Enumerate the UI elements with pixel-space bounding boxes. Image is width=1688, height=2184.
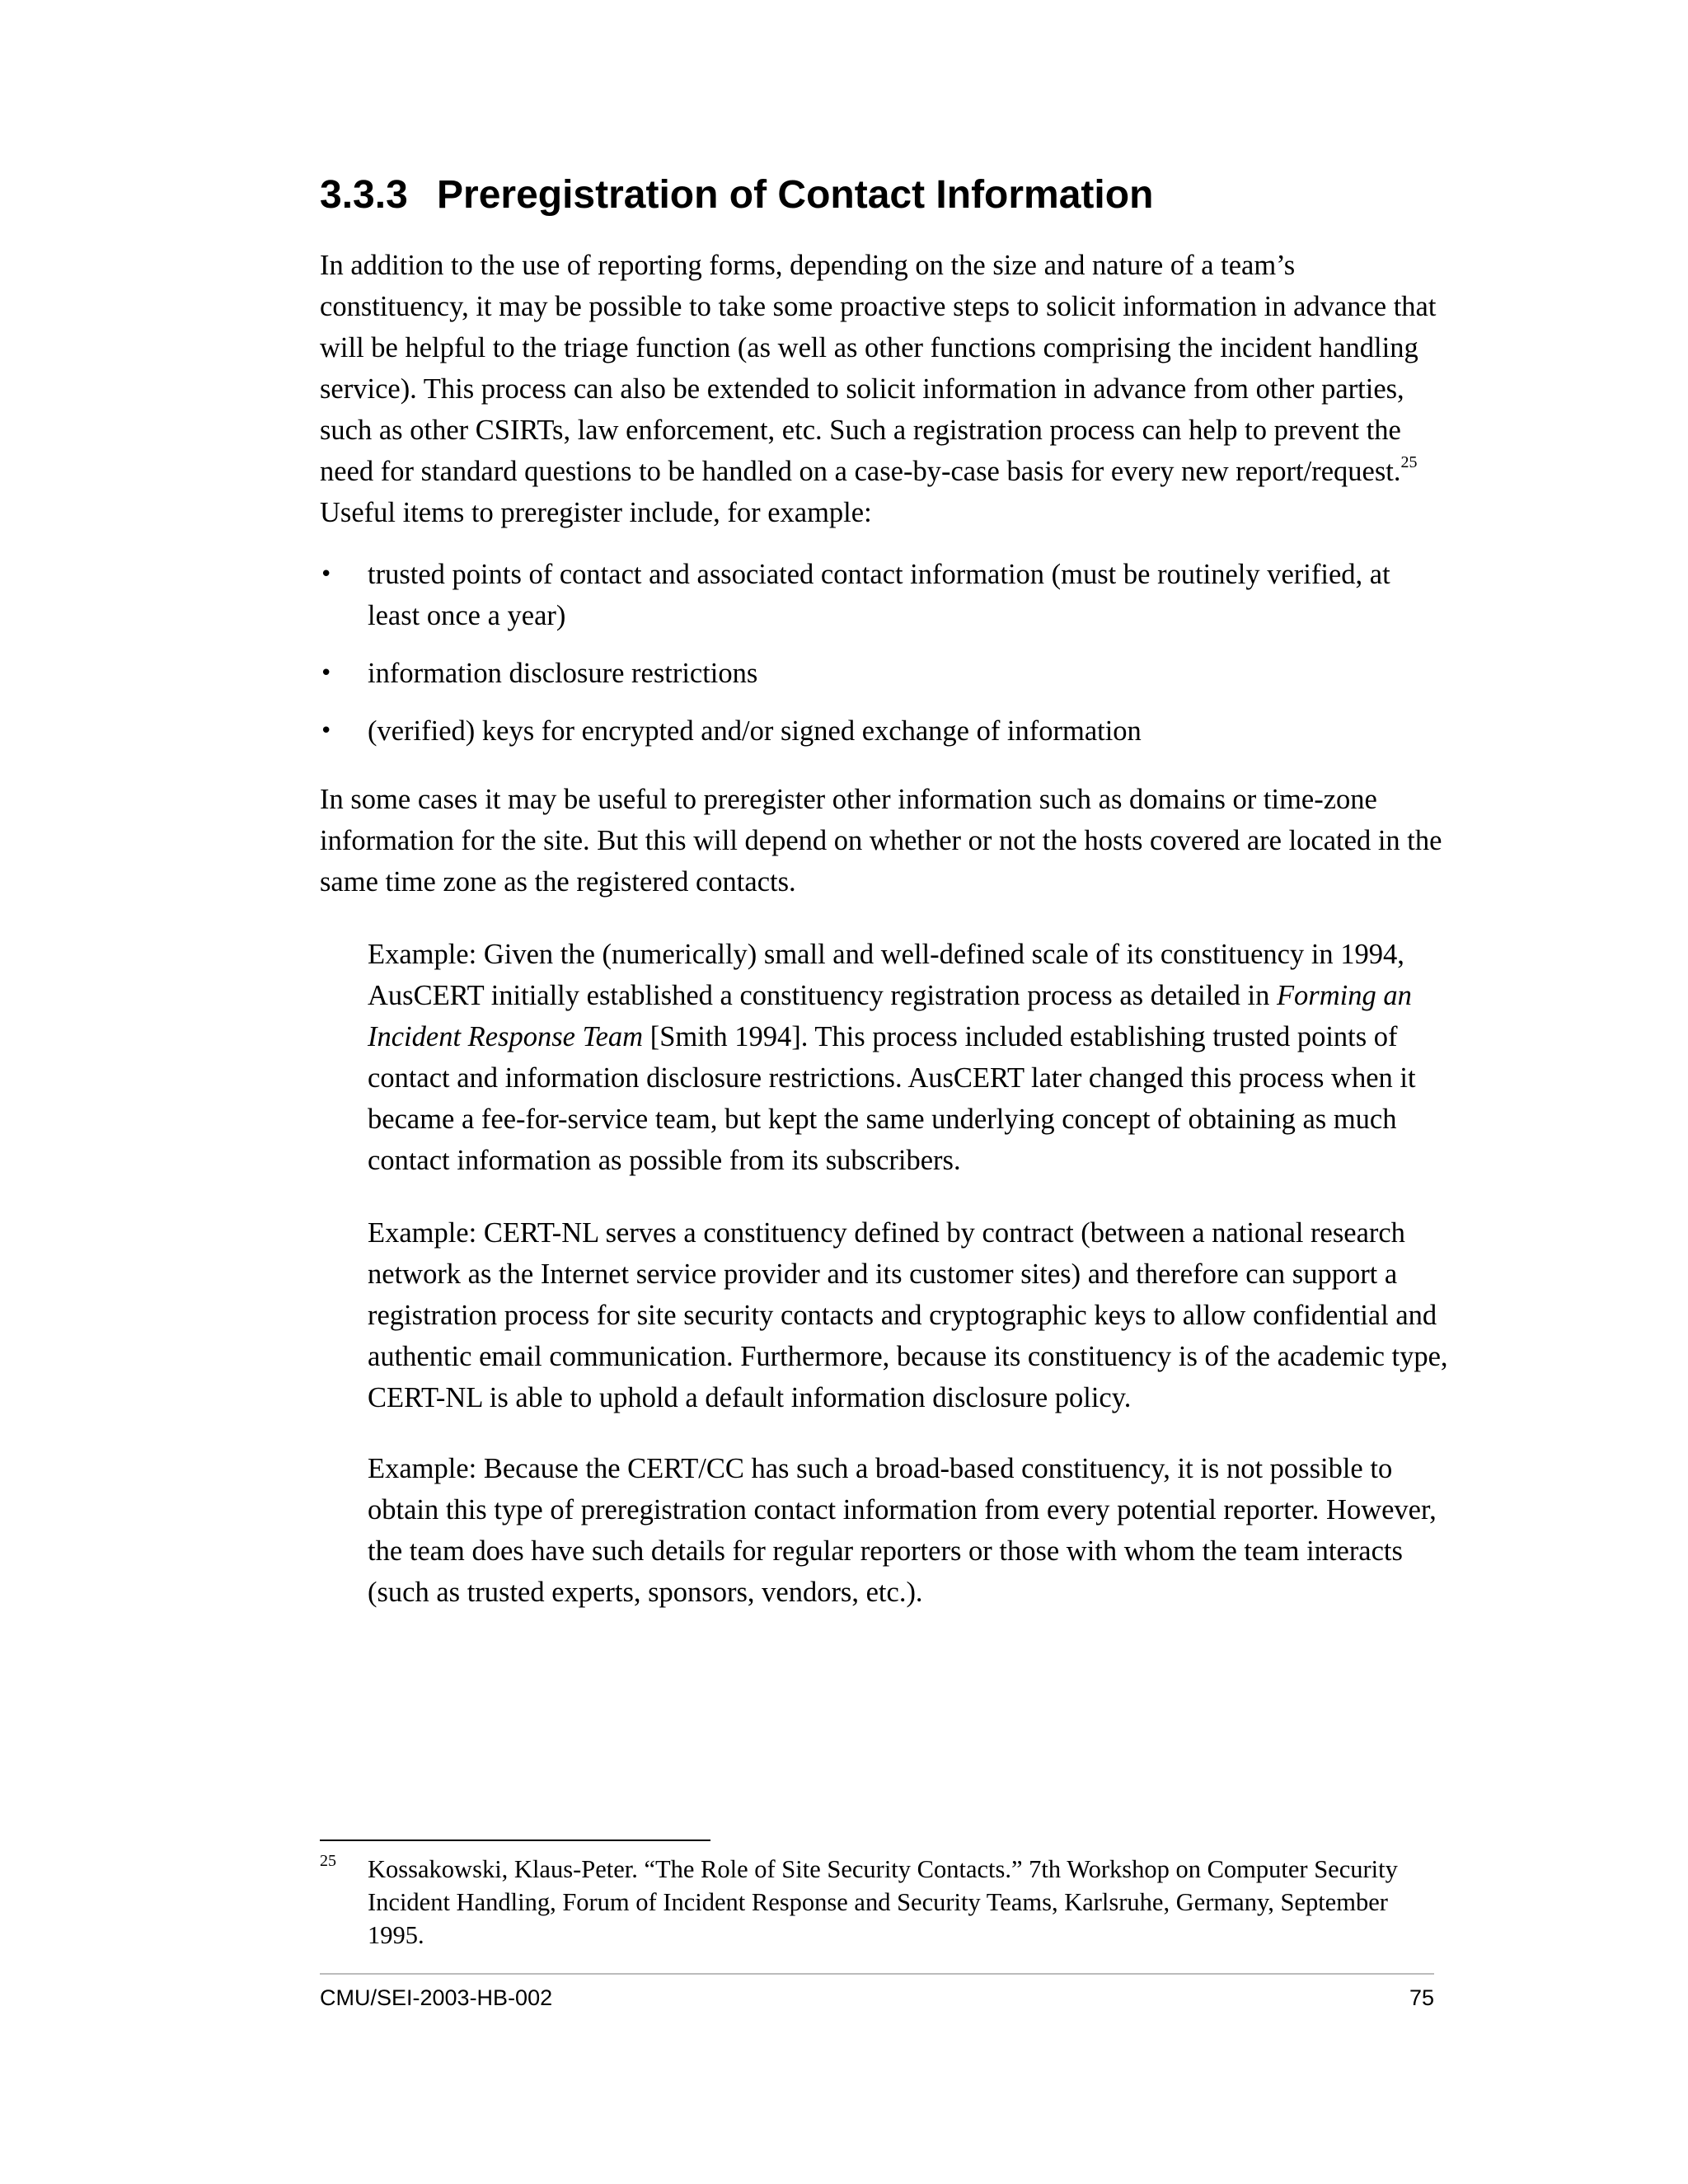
example-text: Example: Given the (numerically) small and well-defined scale of its constituency in 1994, AusCERT initially established a constituency registration process as detailed in <box>368 939 1404 1011</box>
footnote <box>320 1853 1449 1952</box>
paragraph-timezone <box>320 779 1449 902</box>
bullet-icon: • <box>320 719 333 743</box>
bullet-icon: • <box>320 562 333 587</box>
list-item-text: trusted points of contact and associated contact information (must be routinely verified, at least once a year) <box>368 559 1390 631</box>
footer-doc-id: CMU/SEI-2003-HB-002 <box>320 1985 553 2010</box>
example-cert-cc: Example: Because the CERT/CC has such a broad-based constituency, it is not possible to obtain this type of preregistration contact information from every potential reporter. However, the team does have such details for regular reporters or those with whom the team interacts (such as trusted experts, sponsors, vendors, etc.). <box>368 1453 1437 1608</box>
book-title: Forming an Incident Response Team <box>368 980 1412 1052</box>
section-title: Preregistration of Contact Information <box>437 173 1154 217</box>
paragraph-text: In some cases it may be useful to preregister other information such as domains or time-zone information for the site. But this will depend on whether or not the hosts covered are located in the same time zone as the registered contacts. <box>320 784 1442 898</box>
list-item-text: information disclosure restrictions <box>368 658 758 689</box>
intro-text: In addition to the use of reporting forms, depending on the size and nature of a team’s constituency, it may be possible to take some proactive steps to solicit information in advance that will be helpful to the triage function (as well as other functions comprising the incident handling service). This process can also be extended to solicit information in advance from other parties, such as other CSIRTs, law enforcement, etc. Such a registration process can help to prevent the need for standard questions to be handled on a case-by-case basis for every new report/request. <box>320 250 1437 487</box>
preregister-items-list <box>320 554 1449 768</box>
list-item-text: (verified) keys for encrypted and/or signed exchange of information <box>368 715 1142 747</box>
list-item <box>320 653 1449 694</box>
footnote-separator <box>320 1840 710 1841</box>
list-item <box>320 710 1449 752</box>
footnote-reference: 25 <box>1400 453 1418 471</box>
section-number: 3.3.3 <box>320 173 408 217</box>
example-text-continued: [Smith 1994]. This process included establishing trusted points of contact and information disclosure restrictions. AusCERT later changed this process when it became a fee-for-service team, but kept the same underlying concept of obtaining as much contact information as possible from its subscribers. <box>368 1021 1416 1176</box>
list-item <box>320 554 1449 636</box>
footnote-text: Kossakowski, Klaus-Peter. “The Role of Site Security Contacts.” 7th Workshop on Computer Security Incident Handling, Forum of Incident Response and Security Teams, Karlsruhe, Germany, September 1995. <box>368 1855 1398 1949</box>
intro-text-continued: Useful items to preregister include, for example: <box>320 497 872 528</box>
example-cert-nl: Example: CERT-NL serves a constituency defined by contract (between a national research network as the Internet service provider and its customer sites) and therefore can support a registration process for site security contacts and cryptographic keys to allow confidential and authentic email communication. Furthermore, because its constituency is of the academic type, CERT-NL is able to uphold a default information disclosure policy. <box>368 1217 1448 1413</box>
example-auscert <box>368 934 1449 1181</box>
bullet-icon: • <box>320 661 333 686</box>
section-heading <box>320 171 1153 220</box>
footer-page-number: 75 <box>1409 1985 1434 2010</box>
footer-divider <box>320 1973 1434 1975</box>
intro-paragraph <box>320 245 1449 533</box>
footnote-number: 25 <box>320 1852 336 1870</box>
